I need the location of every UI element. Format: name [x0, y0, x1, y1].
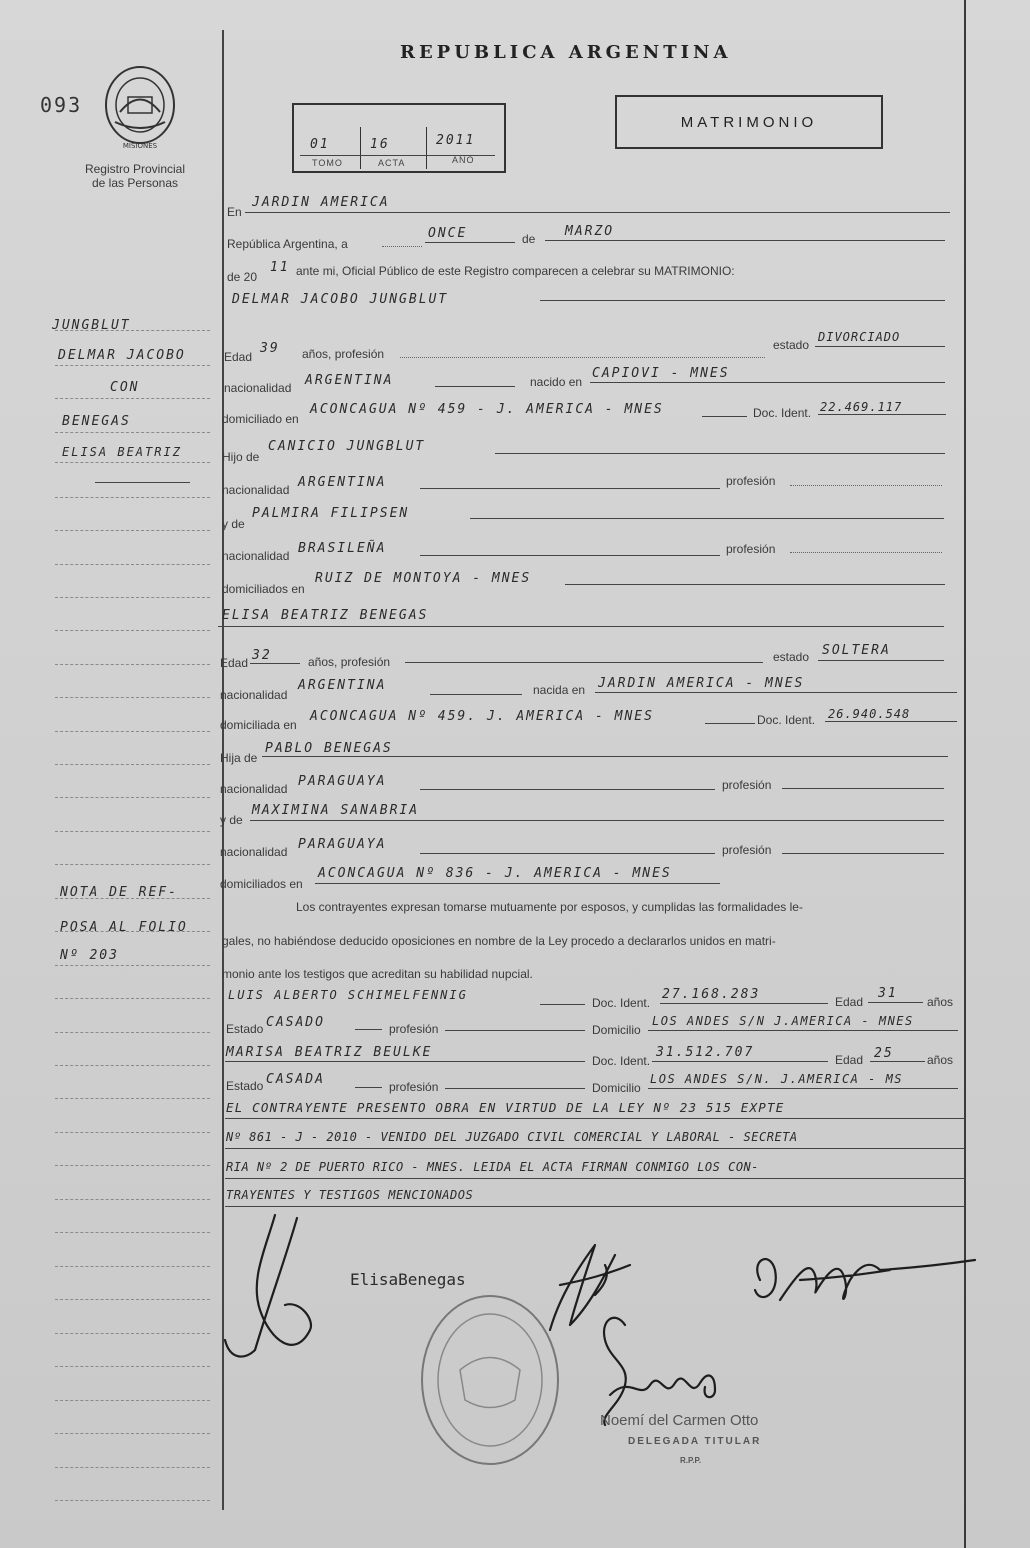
witness2-doc: 31.512.707 [656, 1045, 755, 1060]
witness1-profesion-label: profesión [389, 1022, 439, 1036]
bride-father: PABLO BENEGAS [265, 741, 393, 756]
groom-mother-nationality-line [420, 555, 720, 556]
witness1-domicilio-line [648, 1030, 958, 1031]
margin-ruling [55, 497, 210, 499]
groom-domicile: ACONCAGUA Nº 459 - J. AMERICA - MNES [310, 402, 664, 417]
declaration-line-1: Los contrayentes expresan tomarse mutuamente por esposos, y cumplidas las formalidades le- [296, 900, 803, 914]
margin-ruling [55, 597, 210, 599]
witness1-profesion-line [445, 1030, 585, 1031]
bride-parents-domicile-line [315, 883, 720, 884]
republic-label: República Argentina, a [227, 237, 348, 251]
margin-ruling [55, 365, 210, 367]
groom-mother-line [470, 518, 944, 519]
margin-ruling [55, 564, 210, 566]
bride-domicile-label: domiciliada en [220, 718, 297, 732]
witness2-name-line [225, 1061, 585, 1062]
margin-bride-surname: BENEGAS [62, 414, 131, 429]
margin-con: CON [110, 380, 140, 395]
witness1-age-label: Edad [835, 995, 864, 1009]
bride-born-line [595, 692, 957, 693]
bride-age-label: Edad [220, 656, 249, 670]
bride-born: JARDIN AMERICA - MNES [598, 676, 805, 691]
groom-estado-label: estado [773, 338, 810, 352]
groom-mother-nationality: BRASILEÑA [298, 541, 387, 556]
groom-nationality-label: nacionalidad [224, 381, 292, 395]
margin-ruling [55, 965, 210, 967]
groom-signature-icon [215, 1210, 325, 1370]
margin-ruling [55, 764, 210, 766]
bride-name: ELISA BEATRIZ BENEGAS [222, 608, 429, 623]
note-line-3: RIA Nº 2 DE PUERTO RICO - MNES. LEIDA EL ACTA FIRMAN CONMIGO LOS CON- [226, 1160, 759, 1174]
groom-nationality-line [435, 386, 515, 387]
note-line-3-rule [225, 1178, 965, 1179]
witness2-age-label: Edad [835, 1053, 864, 1067]
year-value: 2011 [436, 133, 476, 148]
bride-mother-label: y de [220, 813, 243, 827]
witness2-age: 25 [874, 1046, 894, 1061]
groom-mother: PALMIRA FILIPSEN [252, 506, 410, 521]
month-line [545, 240, 945, 241]
acta-value: 16 [370, 137, 390, 152]
note-line-4: TRAYENTES Y TESTIGOS MENCIONADOS [226, 1188, 474, 1202]
registry-line-2: de las Personas [91, 176, 179, 190]
registry-line-1: Registro Provincial [84, 162, 186, 176]
witness2-domicilio: LOS ANDES S/N. J.AMERICA - MS [650, 1072, 904, 1086]
margin-ruling [55, 1366, 210, 1368]
groom-age-label: Edad [224, 350, 253, 364]
en-label: En [227, 205, 242, 219]
dot-leader [400, 357, 765, 358]
note-line-4-rule [225, 1206, 965, 1207]
margin-ruling [55, 1333, 210, 1335]
bride-age-line [250, 663, 300, 664]
margin-ruling [55, 1199, 210, 1201]
witness1-domicilio-label: Domicilio [592, 1023, 641, 1037]
groom-doc-line [818, 414, 946, 415]
year-caption: AÑO [452, 155, 475, 165]
margin-ruling [55, 1032, 210, 1034]
bride-nationality: ARGENTINA [298, 678, 387, 693]
margin-note-line-3: Nº 203 [60, 948, 119, 963]
bride-doc-label: Doc. Ident. [757, 713, 816, 727]
margin-ruling [55, 664, 210, 666]
margin-ruling [55, 398, 210, 400]
witness1-name-line [540, 1004, 585, 1005]
margin-ruling [55, 864, 210, 866]
groom-years-profession-label: años, profesión [302, 347, 385, 361]
bride-mother-profesion-line [782, 853, 944, 854]
bride-parents-domicile: ACONCAGUA Nº 836 - J. AMERICA - MNES [318, 866, 672, 881]
bride-father-nationality-line [420, 789, 715, 790]
declaration-line-2: gales, no habiéndose deducido oposiciones en nombre de la Ley procedo a declararlos unidos en matri- [222, 934, 776, 948]
groom-estado-line [815, 346, 945, 347]
day-value: ONCE [428, 226, 468, 241]
document-type-box: MATRIMONIO [615, 95, 883, 149]
groom-estado: DIVORCIADO [818, 330, 901, 344]
bride-mother-line [250, 820, 944, 821]
note-line-1-rule [225, 1118, 965, 1119]
note-line-2-rule [225, 1148, 965, 1149]
margin-ruling [55, 1433, 210, 1435]
folio-number: 093 [40, 93, 83, 117]
groom-age: 39 [260, 341, 280, 356]
margin-ruling [55, 1500, 210, 1502]
groom-father-nationality-label: nacionalidad [222, 483, 290, 497]
margin-ruling [55, 1299, 210, 1301]
bride-profession-line [405, 662, 763, 663]
bride-signature: ElisaBenegas [350, 1270, 466, 1289]
groom-father-nationality-line [420, 488, 720, 489]
margin-surname: JUNGBLUT [52, 318, 131, 333]
margin-groom-name: DELMAR JACOBO [58, 348, 186, 363]
groom-mother-label: y de [222, 517, 245, 531]
registry-name [60, 162, 210, 190]
margin-ruling [55, 432, 210, 434]
witness1-doc: 27.168.283 [662, 987, 761, 1002]
month-value: MARZO [565, 224, 615, 239]
bride-domicile: ACONCAGUA Nº 459. J. AMERICA - MNES [310, 709, 654, 724]
provincial-seal-icon [95, 62, 185, 152]
witness1-doc-label: Doc. Ident. [592, 996, 651, 1010]
bride-estado: SOLTERA [822, 643, 891, 658]
witness1-doc-line [660, 1003, 828, 1004]
country-title: REPUBLICA ARGENTINA [400, 42, 732, 63]
groom-doc: 22.469.117 [820, 400, 903, 414]
official-stamp-icon [415, 1290, 565, 1470]
witness2-estado-line [355, 1087, 382, 1088]
margin-ruling [55, 831, 210, 833]
margin-note-line-2: POSA AL FOLIO [60, 920, 188, 935]
groom-domicile-line [702, 416, 747, 417]
note-line-2: Nº 861 - J - 2010 - VENIDO DEL JUZGADO CIVIL COMERCIAL Y LABORAL - SECRETA [226, 1130, 798, 1144]
groom-mother-nationality-label: nacionalidad [222, 549, 290, 563]
de-label: de [522, 232, 536, 246]
margin-ruling [55, 630, 210, 632]
bride-domicile-line [705, 723, 755, 724]
margin-ruling [55, 530, 210, 532]
margin-ruling [55, 462, 210, 464]
witness2-profesion-line [445, 1088, 585, 1089]
margin-closing-line [95, 482, 190, 483]
registrar-name-stamp: Noemí del Carmen Otto [600, 1412, 759, 1429]
bride-estado-line [818, 660, 944, 661]
witness1-domicilio: LOS ANDES S/N J.AMERICA - MNES [652, 1014, 914, 1028]
witness1-anos-label: años [927, 995, 954, 1009]
bride-mother: MAXIMINA SANABRIA [252, 803, 420, 818]
groom-nationality: ARGENTINA [305, 373, 394, 388]
groom-name: DELMAR JACOBO JUNGBLUT [232, 292, 449, 307]
groom-mother-profesion-label: profesión [726, 542, 776, 556]
bride-nationality-line [430, 694, 522, 695]
witness2-doc-line [652, 1061, 828, 1062]
bride-mother-nationality-label: nacionalidad [220, 845, 288, 859]
witness1-age-line [868, 1002, 923, 1003]
groom-born-line [590, 382, 945, 383]
day-line [425, 242, 515, 243]
seal-text: MISIONES [122, 142, 158, 150]
witness2-domicilio-label: Domicilio [592, 1081, 641, 1095]
tomo-caption: TOMO [312, 158, 343, 168]
groom-father-label: Hijo de [222, 450, 260, 464]
witness1-name: LUIS ALBERTO SCHIMELFENNIG [228, 988, 468, 1002]
groom-parents-domicile-label: domiciliados en [222, 582, 305, 596]
margin-note-line-1: NOTA DE REF- [60, 885, 178, 900]
margin-ruling [55, 797, 210, 799]
year-prefix: de 20 [227, 270, 258, 284]
groom-parents-domicile: RUIZ DE MONTOYA - MNES [315, 571, 532, 586]
groom-father: CANICIO JUNGBLUT [268, 439, 426, 454]
margin-ruling [55, 1132, 210, 1134]
margin-ruling [55, 1232, 210, 1234]
margin-ruling [55, 1400, 210, 1402]
bride-father-label: Hija de [220, 751, 258, 765]
groom-name-line [540, 300, 945, 301]
tomo-value: 01 [310, 137, 330, 152]
groom-father-nationality: ARGENTINA [298, 475, 387, 490]
groom-father-line [495, 453, 945, 454]
registrar-title-stamp: DELEGADA TITULAR [628, 1436, 762, 1447]
bride-doc-line [825, 721, 957, 722]
witness1-estado-line [355, 1029, 382, 1030]
bride-estado-label: estado [773, 650, 810, 664]
registrar-sub-stamp: R.P.P. [680, 1456, 702, 1465]
bride-father-profesion-label: profesión [722, 778, 772, 792]
dot-leader [790, 485, 942, 486]
bride-age: 32 [252, 648, 272, 663]
bride-doc: 26.940.548 [828, 707, 911, 721]
year-suffix: 11 [270, 260, 290, 275]
margin-ruling [55, 1467, 210, 1469]
witness2-estado-label: Estado [226, 1079, 264, 1093]
marriage-statement: ante mi, Oficial Público de este Registro comparecen a celebrar su MATRIMONIO: [296, 264, 735, 278]
acta-caption: ACTA [378, 158, 406, 168]
place-value: JARDIN AMERICA [252, 195, 390, 210]
bride-name-line [218, 626, 944, 627]
margin-ruling [55, 697, 210, 699]
margin-ruling [55, 1098, 210, 1100]
witness1-estado-label: Estado [226, 1022, 264, 1036]
bride-mother-profesion-label: profesión [722, 843, 772, 857]
margin-ruling [55, 731, 210, 733]
dot-leader [790, 552, 942, 553]
witness2-doc-label: Doc. Ident. [592, 1054, 651, 1068]
bride-father-profesion-line [782, 788, 944, 789]
margin-ruling [55, 1065, 210, 1067]
margin-bride-name: ELISA BEATRIZ [62, 445, 182, 459]
groom-parents-domicile-line [565, 584, 945, 585]
bride-years-profession-label: años, profesión [308, 655, 391, 669]
groom-born-label: nacido en [530, 375, 583, 389]
bride-father-line [262, 756, 948, 757]
bride-mother-nationality-line [420, 853, 715, 854]
witness2-name: MARISA BEATRIZ BEULKE [226, 1045, 433, 1060]
bride-parents-domicile-label: domiciliados en [220, 877, 303, 891]
witness1-estado: CASADO [266, 1015, 325, 1030]
groom-domicile-label: domiciliado en [222, 412, 299, 426]
bride-father-nationality: PARAGUAYA [298, 774, 387, 789]
witness2-domicilio-line [648, 1088, 958, 1089]
note-line-1: EL CONTRAYENTE PRESENTO OBRA EN VIRTUD DE LA LEY Nº 23 515 EXPTE [226, 1100, 785, 1115]
witness2-estado: CASADA [266, 1072, 325, 1087]
declaration-line-3: monio ante los testigos que acreditan su habilidad nupcial. [222, 967, 533, 981]
place-line [245, 212, 950, 213]
margin-ruling [55, 998, 210, 1000]
groom-father-profesion-label: profesión [726, 474, 776, 488]
bride-nationality-label: nacionalidad [220, 688, 288, 702]
witness2-age-line [870, 1061, 925, 1062]
witness2-signature-icon [740, 1240, 980, 1320]
bride-father-nationality-label: nacionalidad [220, 782, 288, 796]
bride-born-label: nacida en [533, 683, 586, 697]
margin-ruling [55, 1266, 210, 1268]
groom-doc-label: Doc. Ident. [753, 406, 812, 420]
margin-ruling [55, 1165, 210, 1167]
witness2-profesion-label: profesión [389, 1080, 439, 1094]
witness2-anos-label: años [927, 1053, 954, 1067]
groom-born: CAPIOVI - MNES [592, 366, 730, 381]
bride-mother-nationality: PARAGUAYA [298, 837, 387, 852]
witness1-age: 31 [878, 986, 898, 1001]
dot-leader [382, 246, 422, 247]
